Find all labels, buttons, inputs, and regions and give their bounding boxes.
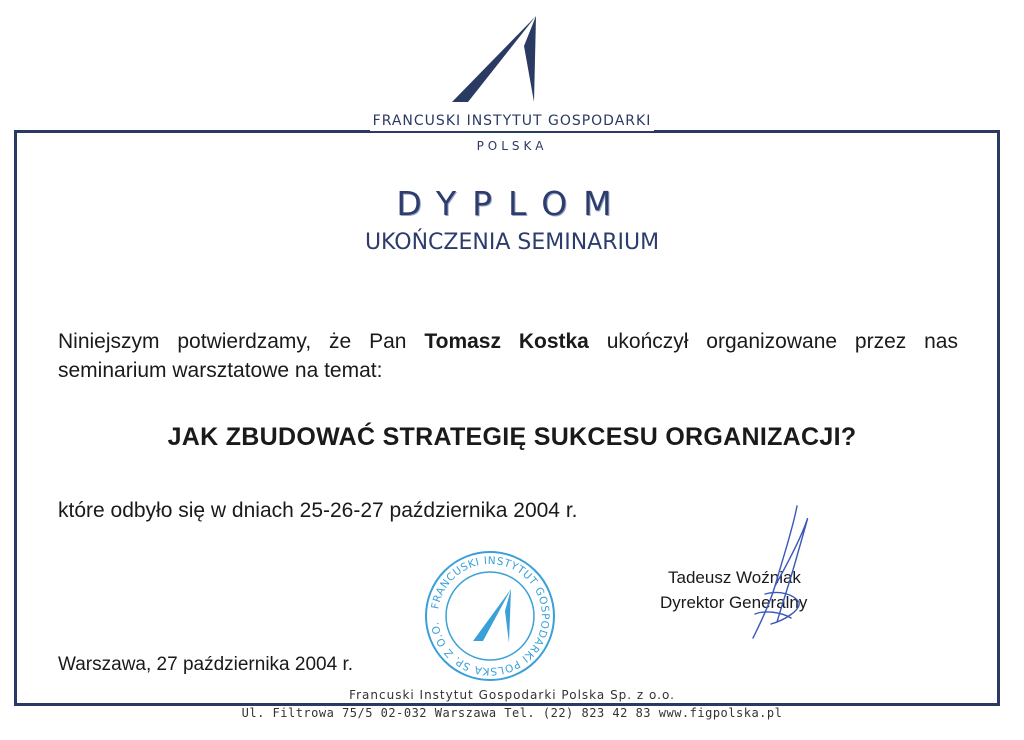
stamp-text: FRANCUSKI INSTYTUT GOSPODARKI POLSKA SP. Z O.O. xyxy=(429,554,552,678)
place-and-date: Warszawa, 27 października 2004 r. xyxy=(58,654,354,675)
statement-intro: Niniejszym potwierdzamy, że Pan xyxy=(58,330,407,353)
diploma-subtitle: UKOŃCZENIA SEMINARIUM xyxy=(364,230,660,255)
org-country: POLSKA xyxy=(476,139,548,153)
org-name: FRANCUSKI INSTYTUT GOSPODARKI xyxy=(370,111,654,131)
footer-address: Ul. Filtrowa 75/5 02-032 Warszawa Tel. (22) 823 42 83 www.figpolska.pl xyxy=(241,706,783,720)
handwritten-signature xyxy=(735,498,825,648)
recipient-name: Tomasz Kostka xyxy=(424,330,589,353)
statement-continuation: ukończył organizowane przez nas seminarium warsztatowe na temat: xyxy=(58,330,958,382)
signatory-name: Tadeusz Woźniak xyxy=(668,568,801,587)
svg-text:FRANCUSKI INSTYTUT GOSPODARKI xyxy=(429,555,551,677)
seminar-topic: JAK ZBUDOWAĆ STRATEGIĘ SUKCESU ORGANIZACJI? xyxy=(167,423,857,451)
certificate-statement xyxy=(58,327,958,385)
footer-company-name: Francuski Instytut Gospodarki Polska Sp. z o.o. xyxy=(349,688,675,702)
diploma-title: DYPLOM xyxy=(396,184,628,223)
company-stamp xyxy=(423,549,557,683)
seminar-dates: które odbyło się w dniach 25-26-27 października 2004 r. xyxy=(58,499,578,522)
signatory-role: Dyrektor Generalny xyxy=(660,593,808,612)
sail-triangle-logo xyxy=(448,12,548,104)
